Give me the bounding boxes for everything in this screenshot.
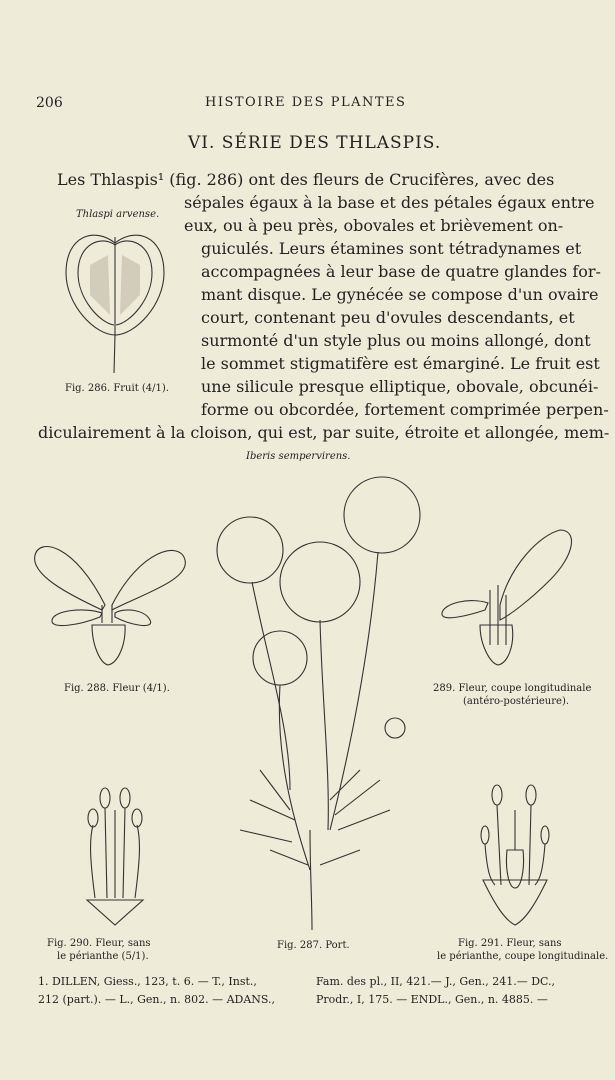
paragraph-line: diculairement à la cloison, qui est, par suite, étroite et allongée, mem-: [38, 423, 610, 442]
fig291-caption-line1: Fig. 291. Fleur, sans: [458, 938, 562, 949]
fig291-caption-line2: le périanthe, coupe longitudinale.: [437, 951, 609, 962]
paragraph-line: Les Thlaspis¹ (fig. 286) ont des fleurs de Crucifères, avec des: [57, 170, 555, 189]
section-title: VI. SÉRIE DES THLASPIS.: [188, 133, 442, 153]
running-title: HISTOIRE DES PLANTES: [205, 95, 407, 110]
fig287-caption: Fig. 287. Port.: [277, 940, 350, 951]
paragraph-line: mant disque. Le gynécée se compose d'un ovaire: [201, 285, 599, 304]
paragraph-line: accompagnées à leur base de quatre glandes for-: [201, 262, 601, 281]
paragraph-line: forme ou obcordée, fortement comprimée perpen-: [201, 400, 609, 419]
paragraph-line: le sommet stigmatifère est émarginé. Le fruit est: [201, 354, 600, 373]
fig286-fruit-illustration: [60, 225, 170, 380]
fig289-flower-section-illustration: [440, 525, 580, 670]
fig289-caption-line1: 289. Fleur, coupe longitudinale: [433, 683, 592, 694]
fig286-title: Thlaspi arvense.: [76, 209, 160, 220]
footnote-line2-right: Prodr., I, 175. — ENDL., Gen., n. 4885. —: [316, 993, 548, 1006]
fig289-caption-line2: (antéro-postérieure).: [463, 696, 570, 707]
page-number: 206: [36, 95, 63, 111]
paragraph-line: guiculés. Leurs étamines sont tétradynames et: [201, 239, 582, 258]
paragraph-line: eux, ou à peu près, obovales et brièvement on-: [184, 216, 564, 235]
footnote-line1-right: Fam. des pl., II, 421.— J., Gen., 241.— DC.,: [316, 975, 556, 988]
fig288-flower-illustration: [30, 535, 190, 675]
fig291-flower-section-illustration: [475, 780, 555, 930]
fig290-flower-illustration: [75, 780, 155, 930]
fig286-caption: Fig. 286. Fruit (4/1).: [65, 383, 169, 394]
paragraph-line: surmonté d'un style plus ou moins allongé, dont: [201, 331, 591, 350]
paragraph-line: une silicule presque elliptique, obovale, obcunéi-: [201, 377, 599, 396]
plate-title: Iberis sempervirens.: [246, 451, 351, 462]
paragraph-line: court, contenant peu d'ovules descendants, et: [201, 308, 575, 327]
fig287-plant-illustration: [210, 470, 430, 940]
footnote-line1-left: 1. DILLEN, Giess., 123, t. 6. — T., Inst.,: [38, 975, 257, 988]
footnote-line2-left: 212 (part.). — L., Gen., n. 802. — ADANS.,: [38, 993, 276, 1006]
fig290-caption-line1: Fig. 290. Fleur, sans: [47, 938, 151, 949]
fig290-caption-line2: le périanthe (5/1).: [57, 951, 149, 962]
paragraph-line: sépales égaux à la base et des pétales égaux entre: [184, 193, 595, 212]
fig288-caption: Fig. 288. Fleur (4/1).: [64, 683, 170, 694]
